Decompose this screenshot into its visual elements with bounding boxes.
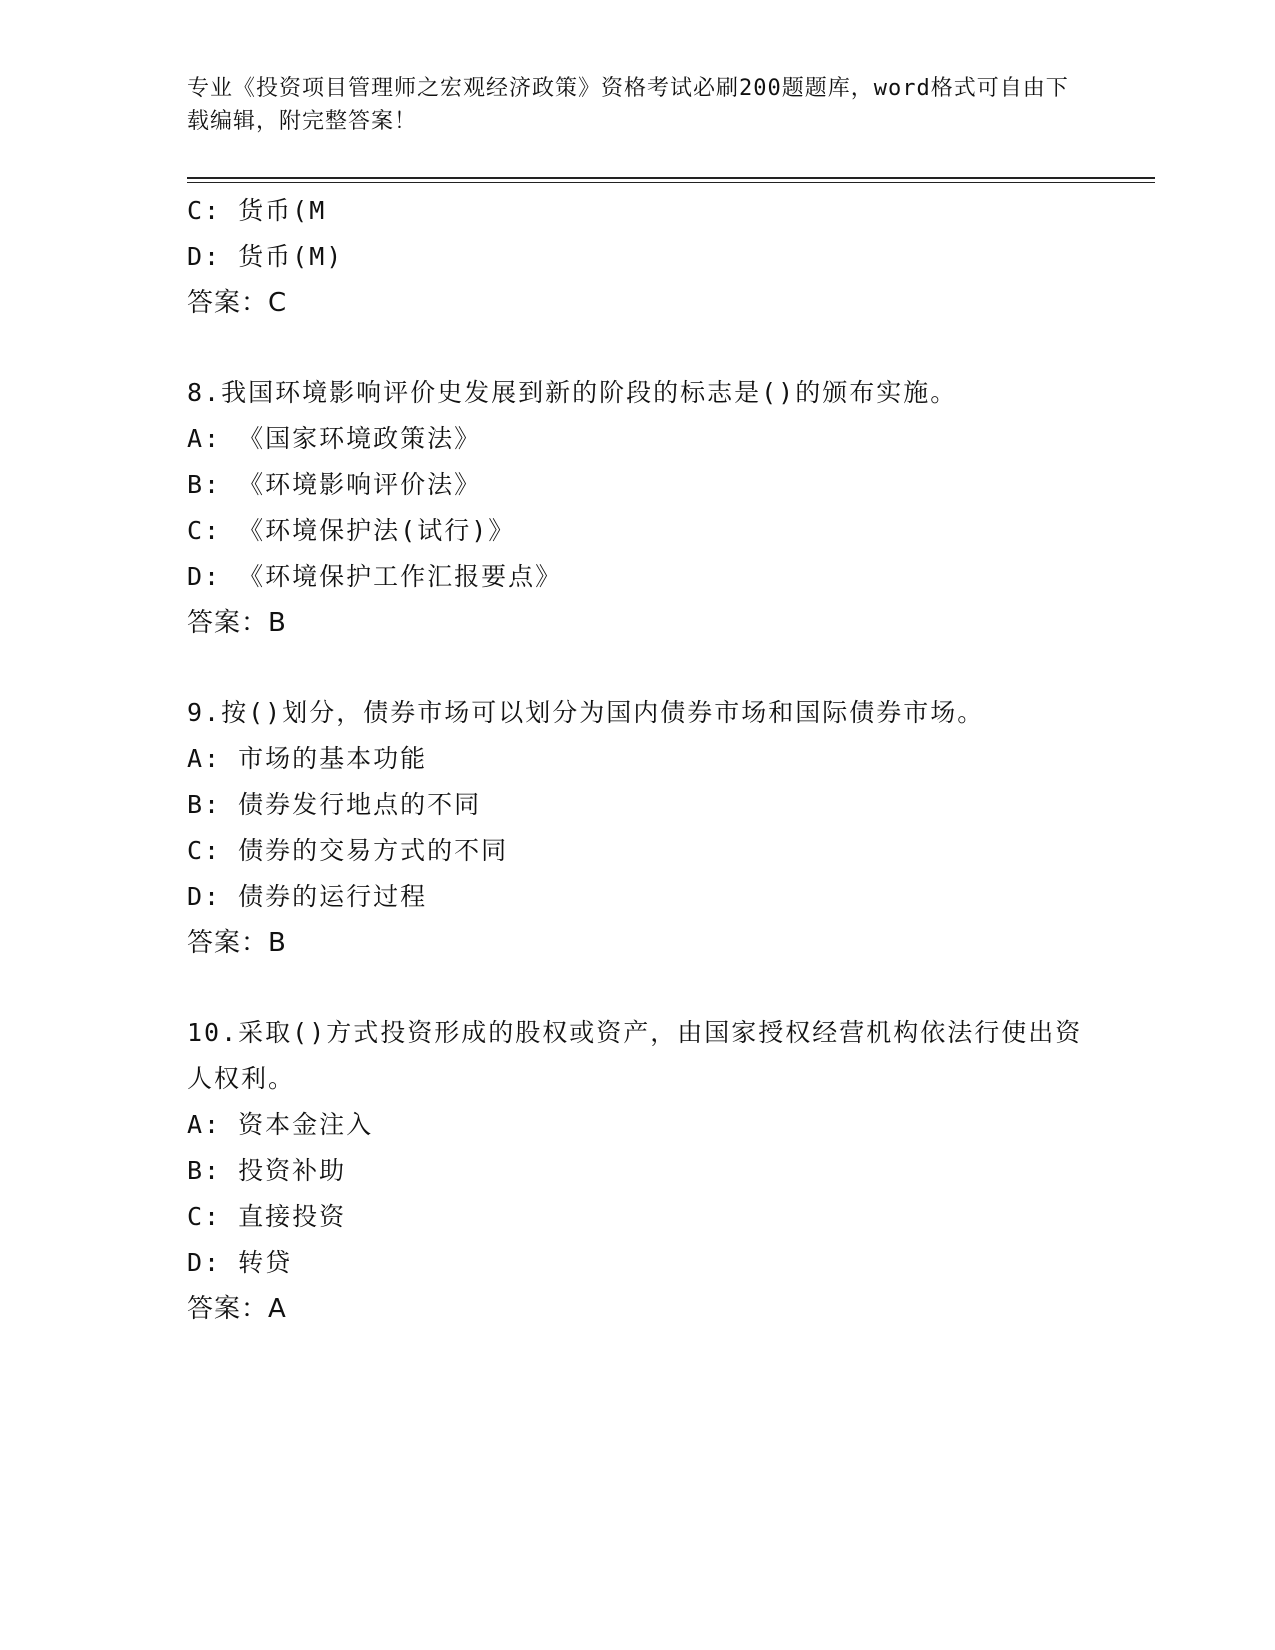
option-b: B: 《环境影响评价法》	[187, 470, 482, 499]
document-header: 专业《投资项目管理师之宏观经济政策》资格考试必刷200题题库，word格式可自由下载编辑，附完整答案！	[187, 76, 1069, 134]
option-d: D: 转贷	[187, 1248, 293, 1277]
answer: 答案：B	[187, 608, 287, 638]
option-b: B: 投资补助	[187, 1156, 347, 1185]
option-b: B: 债券发行地点的不同	[187, 790, 482, 819]
question-9	[187, 690, 1087, 966]
option-c: C: 货币(M	[187, 196, 327, 225]
option-a: A: 市场的基本功能	[187, 744, 428, 773]
header-divider-thick	[187, 177, 1155, 179]
question-stem: 9.按()划分，债券市场可以划分为国内债券市场和国际债券市场。	[187, 698, 985, 727]
answer: 答案：B	[187, 928, 287, 958]
question-stem: 10.采取()方式投资形成的股权或资产，由国家授权经营机构依法行使出资人权利。	[187, 1018, 1083, 1093]
option-c: C: 直接投资	[187, 1202, 347, 1231]
option-d: D: 货币(M)	[187, 242, 344, 271]
option-a: A: 《国家环境政策法》	[187, 424, 482, 453]
option-a: A: 资本金注入	[187, 1110, 374, 1139]
option-d: D: 债券的运行过程	[187, 882, 428, 911]
option-c: C: 《环境保护法(试行)》	[187, 516, 516, 545]
question-list	[187, 188, 1087, 1332]
header-divider-thin	[187, 182, 1155, 183]
answer: 答案：A	[187, 1294, 287, 1324]
option-d: D: 《环境保护工作汇报要点》	[187, 562, 563, 591]
answer: 答案：C	[187, 288, 288, 318]
question-8	[187, 370, 1087, 646]
question-10	[187, 1010, 1087, 1332]
partial-question	[187, 188, 1087, 326]
question-stem: 8.我国环境影响评价史发展到新的阶段的标志是()的颁布实施。	[187, 378, 958, 407]
option-c: C: 债券的交易方式的不同	[187, 836, 509, 865]
